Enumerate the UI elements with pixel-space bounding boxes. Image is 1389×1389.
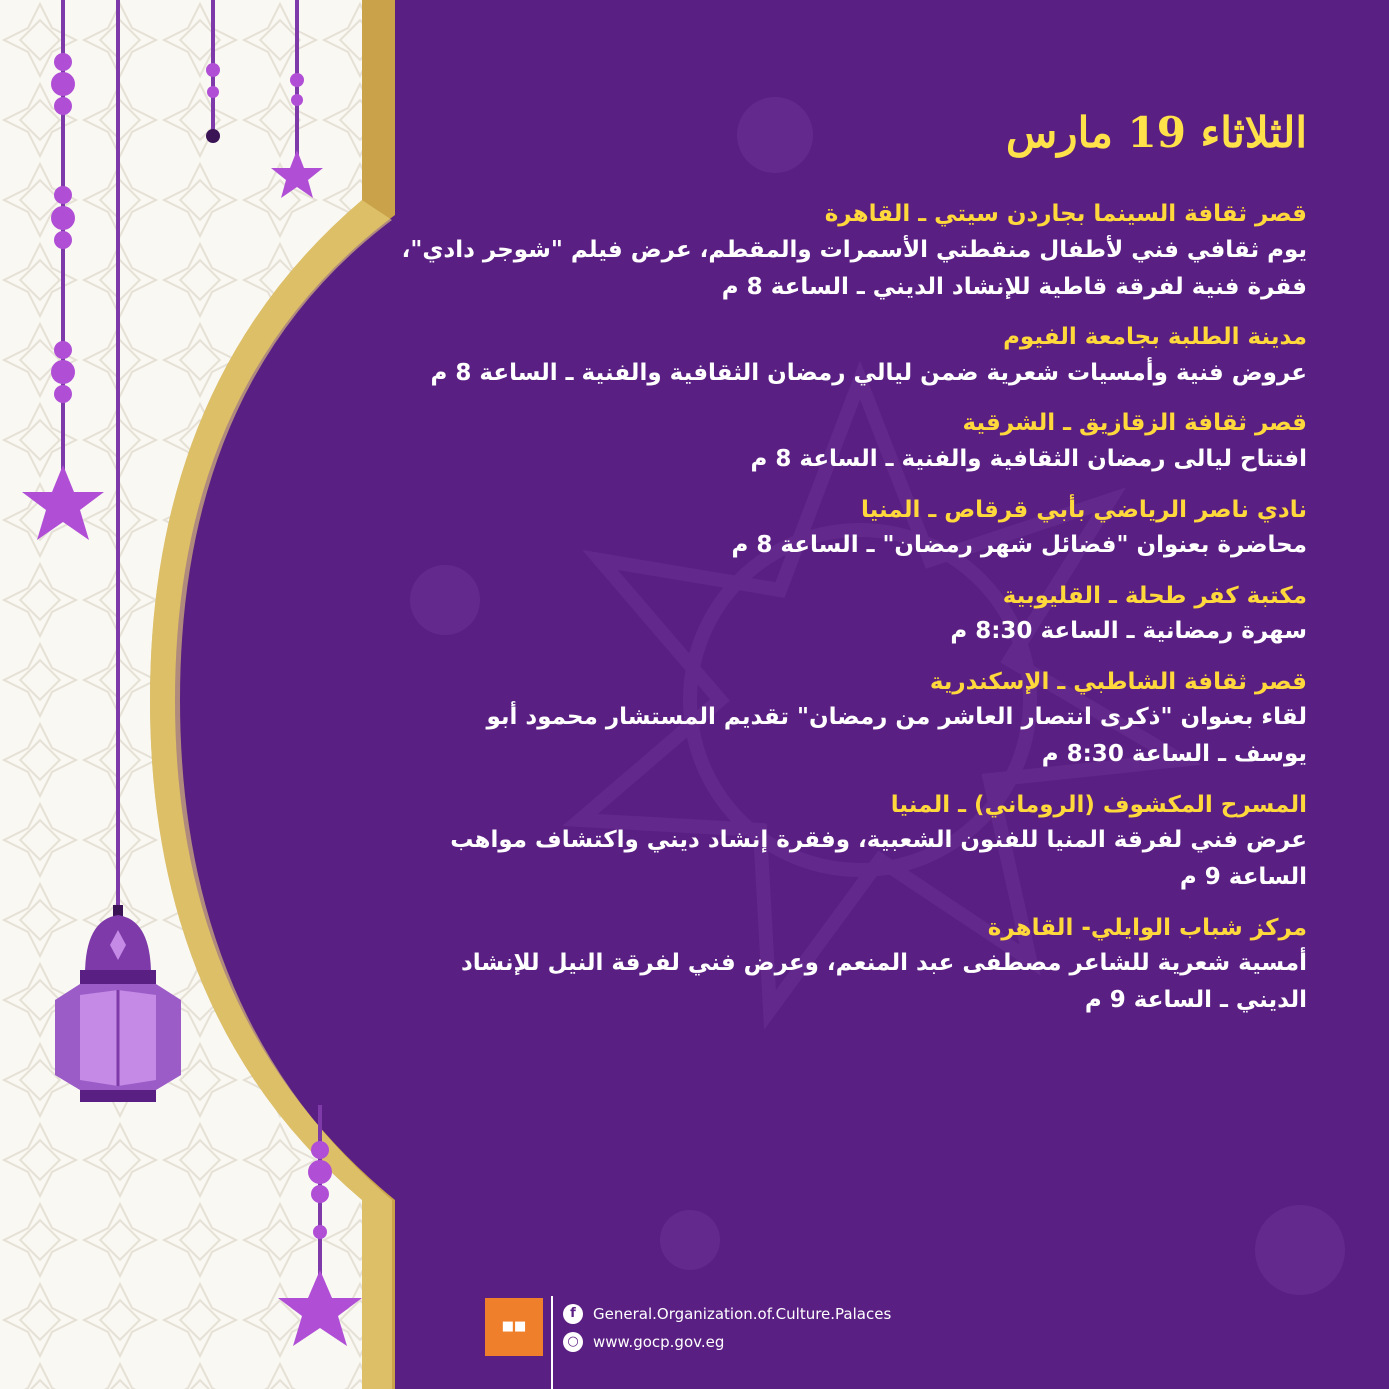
event-item xyxy=(377,407,1307,477)
event-venue: نادي ناصر الرياضي بأبي قرقاص ـ المنيا xyxy=(861,496,1307,523)
globe-icon[interactable]: ○ xyxy=(563,1332,583,1352)
event-description: يوسف ـ الساعة 8:30 م xyxy=(1041,741,1307,768)
event-description: فقرة فنية لفرقة قاطية للإنشاد الديني ـ الساعة 8 م xyxy=(721,273,1307,300)
schedule-content xyxy=(377,108,1307,1035)
event-description: أمسية شعرية للشاعر مصطفى عبد المنعم، وعرض فني لفرقة النيل للإنشاد xyxy=(460,950,1307,977)
footer-divider xyxy=(551,1296,553,1389)
event-description: لقاء بعنوان "ذكرى انتصار العاشر من رمضان" تقديم المستشار محمود أبو xyxy=(486,704,1307,731)
event-venue: قصر ثقافة السينما بجاردن سيتي ـ القاهرة xyxy=(824,201,1307,228)
event-description: محاضرة بعنوان "فضائل شهر رمضان" ـ الساعة 8 م xyxy=(731,531,1307,558)
event-item xyxy=(377,789,1307,896)
event-description: عروض فنية وأمسيات شعرية ضمن ليالي رمضان الثقافية والفنية ـ الساعة 8 م xyxy=(430,359,1307,386)
event-venue: مركز شباب الوايلي- القاهرة xyxy=(987,914,1307,941)
event-item xyxy=(377,321,1307,391)
page-title: الثلاثاء 19 مارس xyxy=(1006,108,1307,157)
event-description: عرض فني لفرقة المنيا للفنون الشعبية، وفقرة إنشاد ديني واكتشاف مواهب xyxy=(450,827,1307,854)
event-item xyxy=(377,198,1307,305)
website-link[interactable]: www.gocp.gov.eg xyxy=(593,1333,725,1351)
event-venue: قصر ثقافة الشاطبي ـ الإسكندرية xyxy=(929,668,1307,695)
event-description: الساعة 9 م xyxy=(1179,863,1307,890)
facebook-icon[interactable]: f xyxy=(563,1304,583,1324)
event-venue: مكتبة كفر طحلة ـ القليوبية xyxy=(1002,582,1307,609)
event-item xyxy=(377,494,1307,564)
event-item xyxy=(377,580,1307,650)
event-item xyxy=(377,666,1307,773)
event-item xyxy=(377,912,1307,1019)
gocp-logo: ■■ xyxy=(485,1298,543,1356)
event-description: يوم ثقافي فني لأطفال منقطتي الأسمرات والمقطم، عرض فيلم "شوجر دادي"، xyxy=(401,236,1307,263)
event-description: الديني ـ الساعة 9 م xyxy=(1084,986,1307,1013)
event-description: سهرة رمضانية ـ الساعة 8:30 م xyxy=(950,618,1307,645)
facebook-page-link[interactable]: General.Organization.of.Culture.Palaces xyxy=(593,1305,892,1323)
event-venue: قصر ثقافة الزقازيق ـ الشرقية xyxy=(962,410,1307,437)
footer xyxy=(483,1296,983,1389)
event-description: افتتاح ليالى رمضان الثقافية والفنية ـ الساعة 8 م xyxy=(750,445,1307,472)
event-venue: المسرح المكشوف (الروماني) ـ المنيا xyxy=(890,791,1307,818)
event-venue: مدينة الطلبة بجامعة الفيوم xyxy=(1003,324,1307,351)
